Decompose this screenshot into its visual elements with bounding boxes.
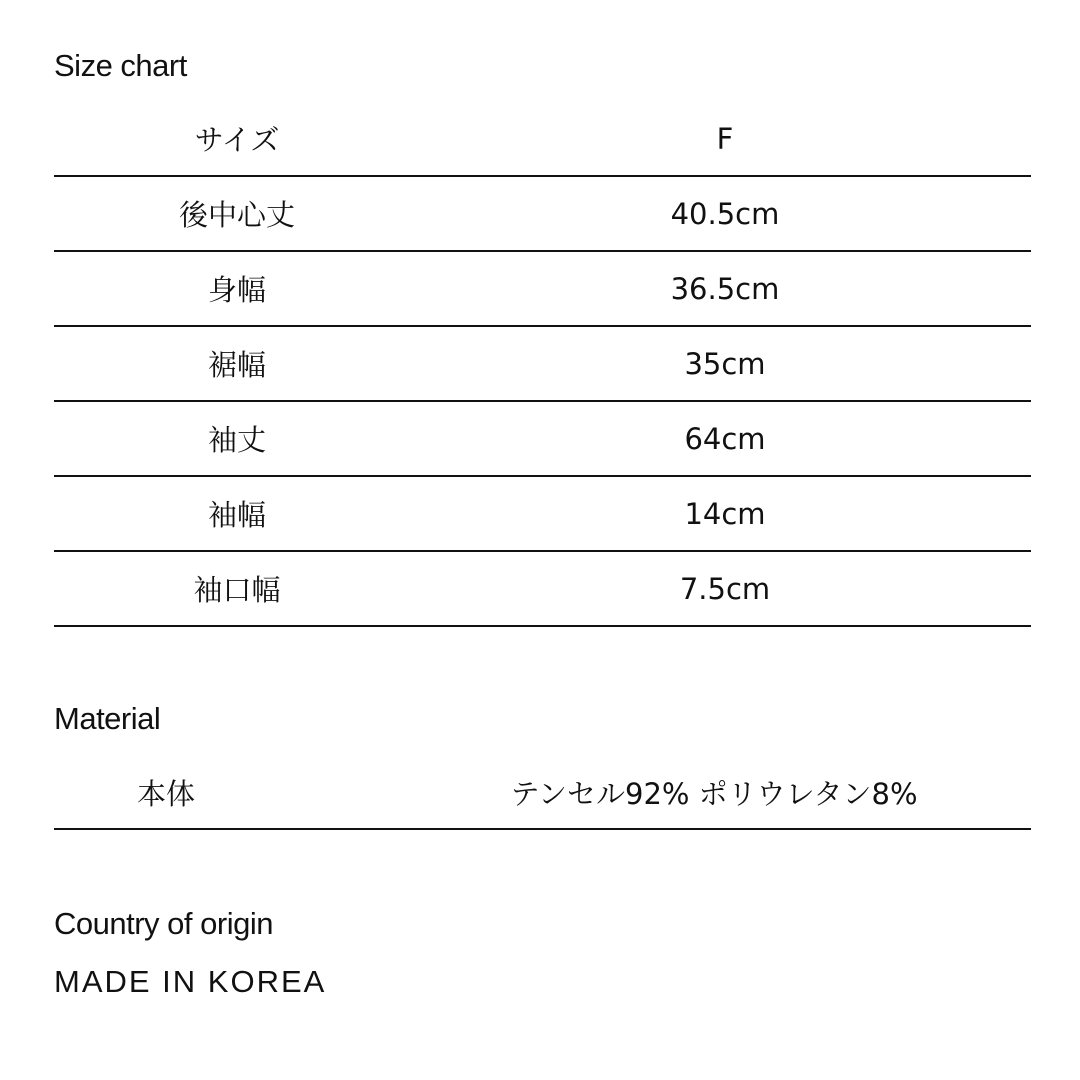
row-label: 袖口幅 [193,573,281,607]
material-title: Material [54,701,161,736]
size-chart-header-row [54,102,1031,177]
size-header-value: F [716,121,734,156]
row-label: 袖丈 [207,423,266,457]
row-label: 身幅 [207,273,266,307]
table-row [54,252,1031,327]
material-label: 本体 [136,776,195,811]
row-value: 7.5cm [679,571,771,606]
table-row [54,327,1031,402]
table-row [54,552,1031,627]
row-label: 後中心丈 [178,198,295,232]
table-row [54,477,1031,552]
row-label: 袖幅 [207,498,266,532]
material-row [54,756,1031,830]
origin-title: Country of origin [54,906,273,941]
size-chart-table [54,102,1031,627]
row-value: 35cm [684,346,766,381]
size-chart-title: Size chart [54,48,187,83]
row-value: 14cm [684,496,766,531]
row-label: 裾幅 [207,348,266,382]
table-row [54,177,1031,252]
origin-value: MADE IN KOREA [54,964,327,999]
row-value: 40.5cm [670,196,780,231]
material-value: テンセル92% ポリウレタン8% [510,776,918,811]
size-header-label: サイズ [194,123,280,157]
row-value: 36.5cm [670,271,780,306]
row-value: 64cm [684,421,766,456]
table-row [54,402,1031,477]
